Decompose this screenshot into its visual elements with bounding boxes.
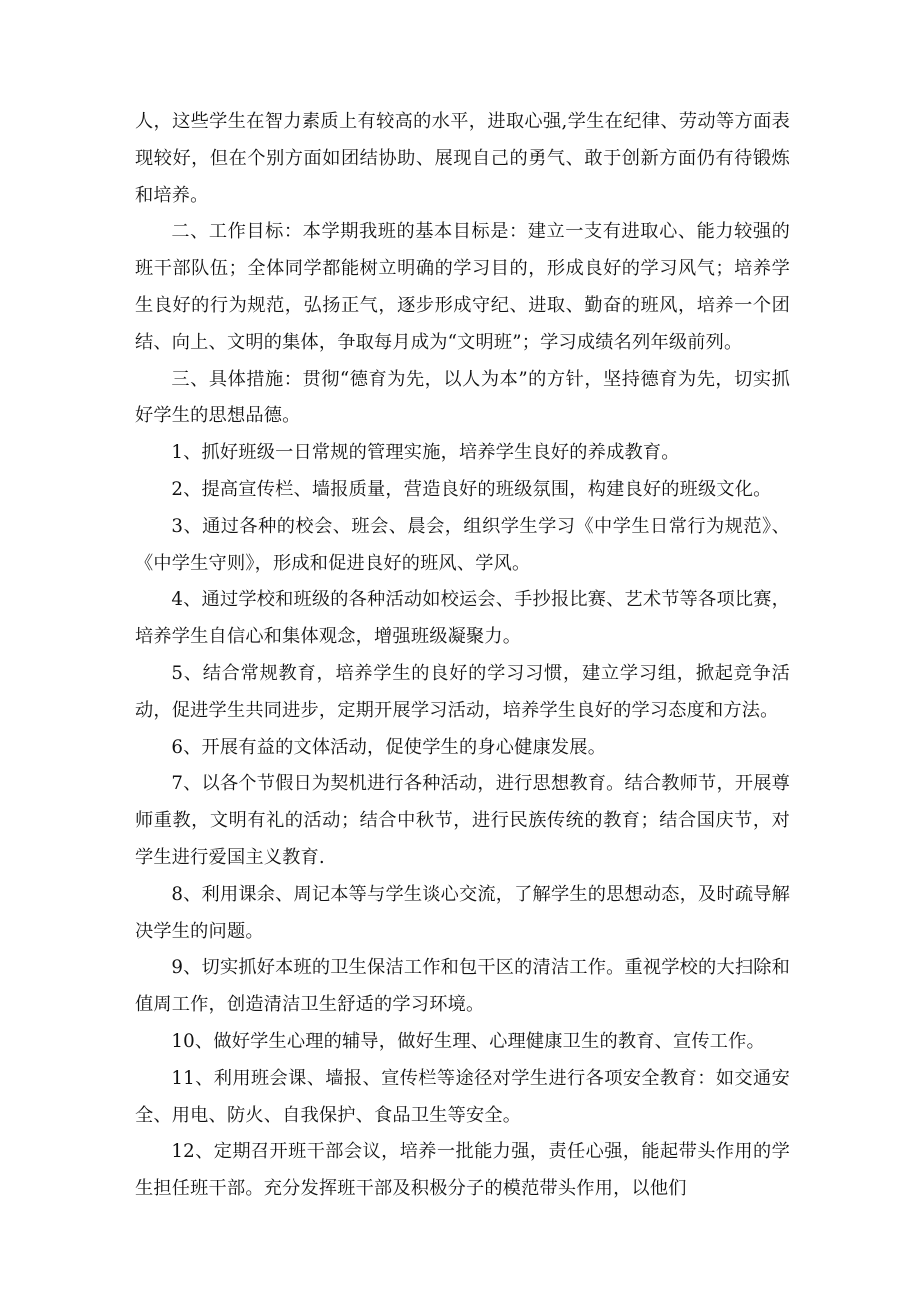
measure-item-12: 12、定期召开班干部会议，培养一批能力强，责任心强，能起带头作用的学生担任班干部。充分发挥班干部及积极分子的模范带头作用，以他们: [135, 1141, 790, 1200]
measure-item-3: 3、通过各种的校会、班会、晨会，组织学生学习《中学生日常行为规范》、《中学生守则》，形成和促进良好的班风、学风。: [135, 515, 790, 574]
paragraph-continuation: 人，这些学生在智力素质上有较高的水平，进取心强,学生在纪律、劳动等方面表现较好，但在个别方面如团结协助、展现自己的勇气、敢于创新方面仍有待锻炼和培养。: [135, 111, 790, 206]
measure-item-9: 9、切实抓好本班的卫生保洁工作和包干区的清洁工作。重视学校的大扫除和值周工作，创造清洁卫生舒适的学习环境。: [135, 957, 790, 1016]
measure-item-8: 8、利用课余、周记本等与学生谈心交流，了解学生的思想动态，及时疏导解决学生的问题。: [135, 883, 790, 942]
measure-item-10: 10、做好学生心理的辅导，做好生理、心理健康卫生的教育、宣传工作。: [171, 1030, 765, 1052]
measure-item-2: 2、提高宣传栏、墙报质量，营造良好的班级氛围，构建良好的班级文化。: [171, 478, 772, 500]
measure-item-1: 1、抓好班级一日常规的管理实施，培养学生良好的养成教育。: [171, 442, 680, 464]
document-body: [135, 104, 790, 1208]
paragraph-work-goals: 二、工作目标：本学期我班的基本目标是：建立一支有进取心、能力较强的班干部队伍；全体同学都能树立明确的学习目的，形成良好的学习风气；培养学生良好的行为规范，弘扬正气，逐步形成守纪、进取、勤奋的班风，培养一个团结、向上、文明的集体，争取每月成为“文明班”；学习成绩名列年级前列。: [135, 221, 790, 353]
paragraph-specific-measures: 三、具体措施：贯彻“德育为先，以人为本”的方针，坚持德育为先，切实抓好学生的思想品德。: [135, 368, 790, 427]
measure-item-11: 11、利用班会课、墙报、宣传栏等途径对学生进行各项安全教育：如交通安全、用电、防火、自我保护、食品卫生等安全。: [135, 1067, 790, 1126]
measure-item-5: 5、结合常规教育，培养学生的良好的学习习惯，建立学习组，掀起竞争活动，促进学生共同进步，定期开展学习活动，培养学生良好的学习态度和方法。: [135, 662, 790, 721]
measure-item-6: 6、开展有益的文体活动，促使学生的身心健康发展。: [171, 736, 607, 758]
measure-item-4: 4、通过学校和班级的各种活动如校运会、手抄报比赛、艺术节等各项比赛，培养学生自信心和集体观念，增强班级凝聚力。: [135, 589, 790, 648]
measure-item-7: 7、以各个节假日为契机进行各种活动，进行思想教育。结合教师节，开展尊师重教，文明有礼的活动；结合中秋节，进行民族传统的教育；结合国庆节，对学生进行爱国主义教育.: [135, 773, 790, 868]
